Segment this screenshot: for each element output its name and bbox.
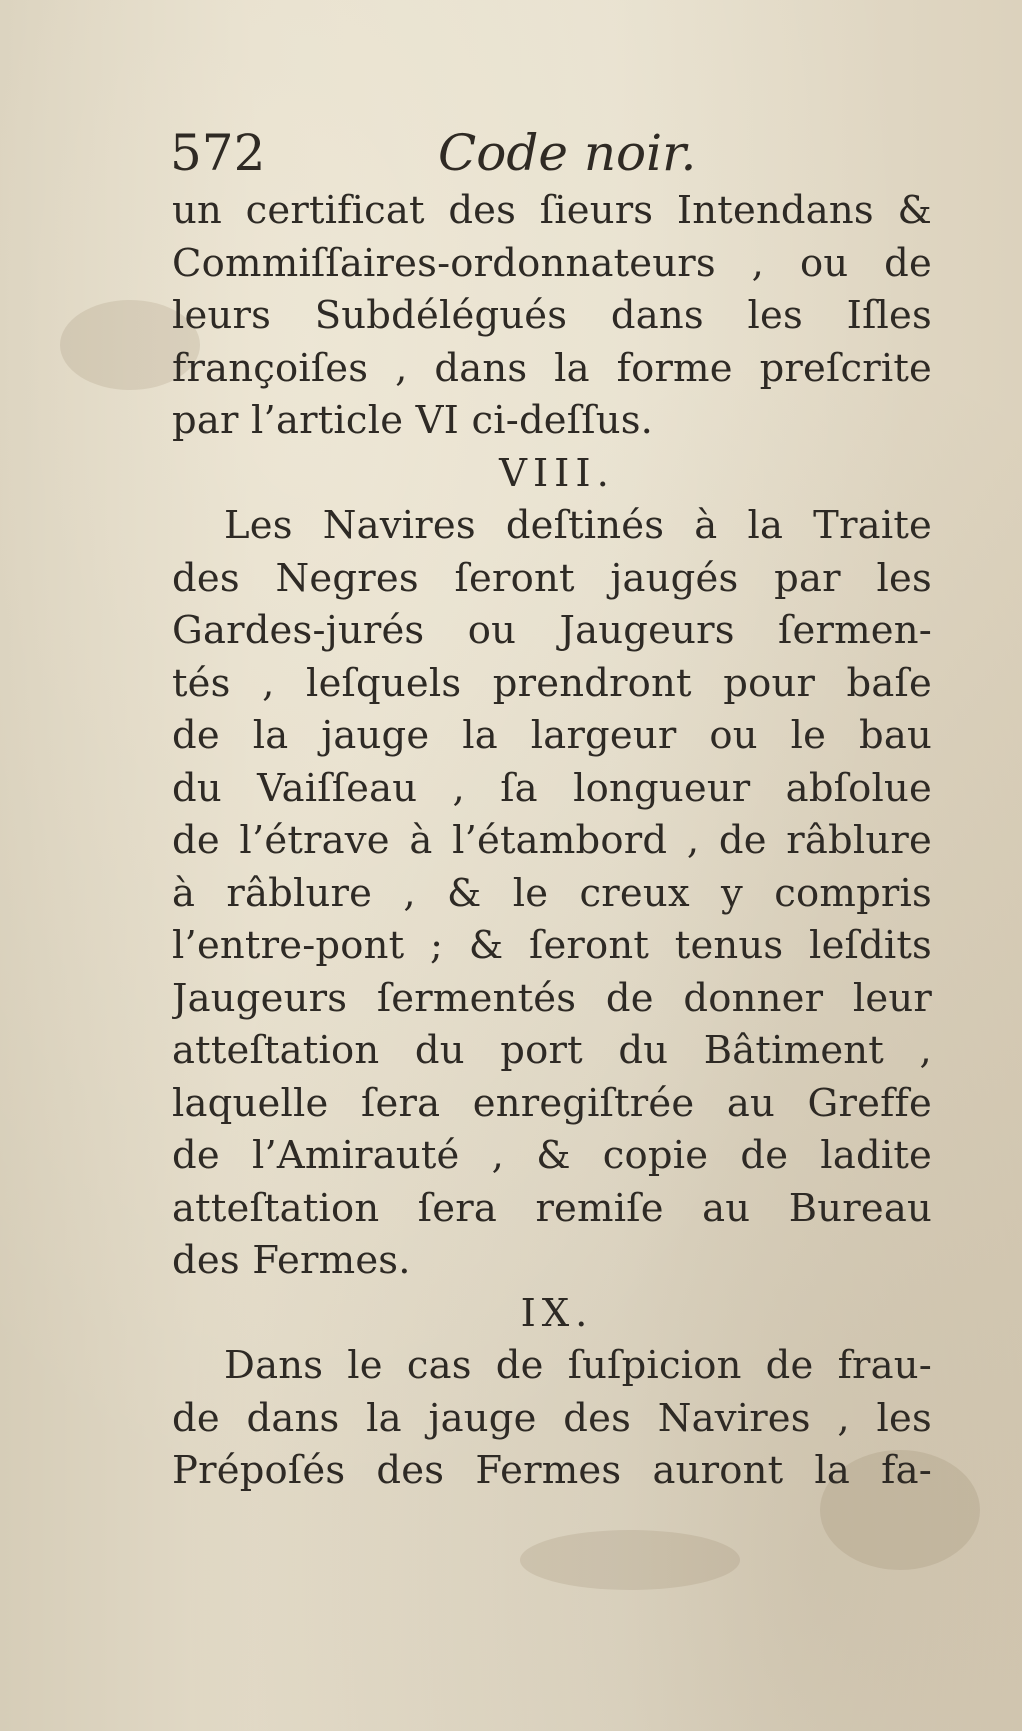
text-line: Les Navires deſtinés à la Traite bbox=[224, 503, 932, 548]
text-line: Commiſſaires-ordonnateurs , ou de bbox=[172, 240, 932, 286]
page-header bbox=[170, 118, 930, 188]
running-title: Code noir. bbox=[438, 124, 697, 182]
text-line: par l’article VI ci-deſſus. bbox=[172, 398, 654, 443]
page-text bbox=[172, 185, 932, 1498]
text-line: leurs Subdélégués dans les Iſles bbox=[172, 293, 932, 338]
text-line: des Negres ſeront jaugés par les bbox=[172, 555, 932, 601]
text-line: Dans le cas de ſuſpicion de frau- bbox=[224, 1343, 932, 1388]
article-heading: IX. bbox=[520, 1290, 594, 1336]
text-line: Gardes-jurés ou Jaugeurs ſermen- bbox=[172, 608, 932, 653]
paper-stain bbox=[520, 1530, 740, 1590]
text-line: un certificat des ſieurs Intendans & bbox=[172, 188, 932, 233]
text-line: atteſtation ſera remiſe au Bureau bbox=[172, 1185, 932, 1231]
text-line: l’entre-pont ; & ſeront tenus leſdits bbox=[172, 923, 932, 968]
text-line: atteſtation du port du Bâtiment , bbox=[172, 1028, 932, 1073]
text-line: de la jauge la largeur ou le bau bbox=[172, 713, 932, 758]
page-number: 572 bbox=[170, 124, 266, 182]
article-heading: VIII. bbox=[499, 450, 615, 496]
text-line: du Vaiſſeau , ſa longueur abſolue bbox=[172, 765, 932, 811]
text-line: laquelle ſera enregiſtrée au Greffe bbox=[172, 1080, 932, 1126]
text-line: Jaugeurs ſermentés de donner leur bbox=[172, 975, 932, 1021]
text-line: françoiſes , dans la forme preſcrite bbox=[172, 345, 932, 391]
text-line: de l’étrave à l’étambord , de râblure bbox=[172, 818, 932, 863]
text-line: des Fermes. bbox=[172, 1238, 411, 1283]
text-line: à râblure , & le creux y compris bbox=[172, 870, 932, 916]
text-line: Prépoſés des Fermes auront la fa- bbox=[172, 1448, 932, 1493]
text-line: de dans la jauge des Navires , les bbox=[172, 1395, 932, 1441]
text-line: de l’Amirauté , & copie de ladite bbox=[172, 1133, 932, 1178]
text-line: tés , leſquels prendront pour baſe bbox=[172, 660, 932, 706]
